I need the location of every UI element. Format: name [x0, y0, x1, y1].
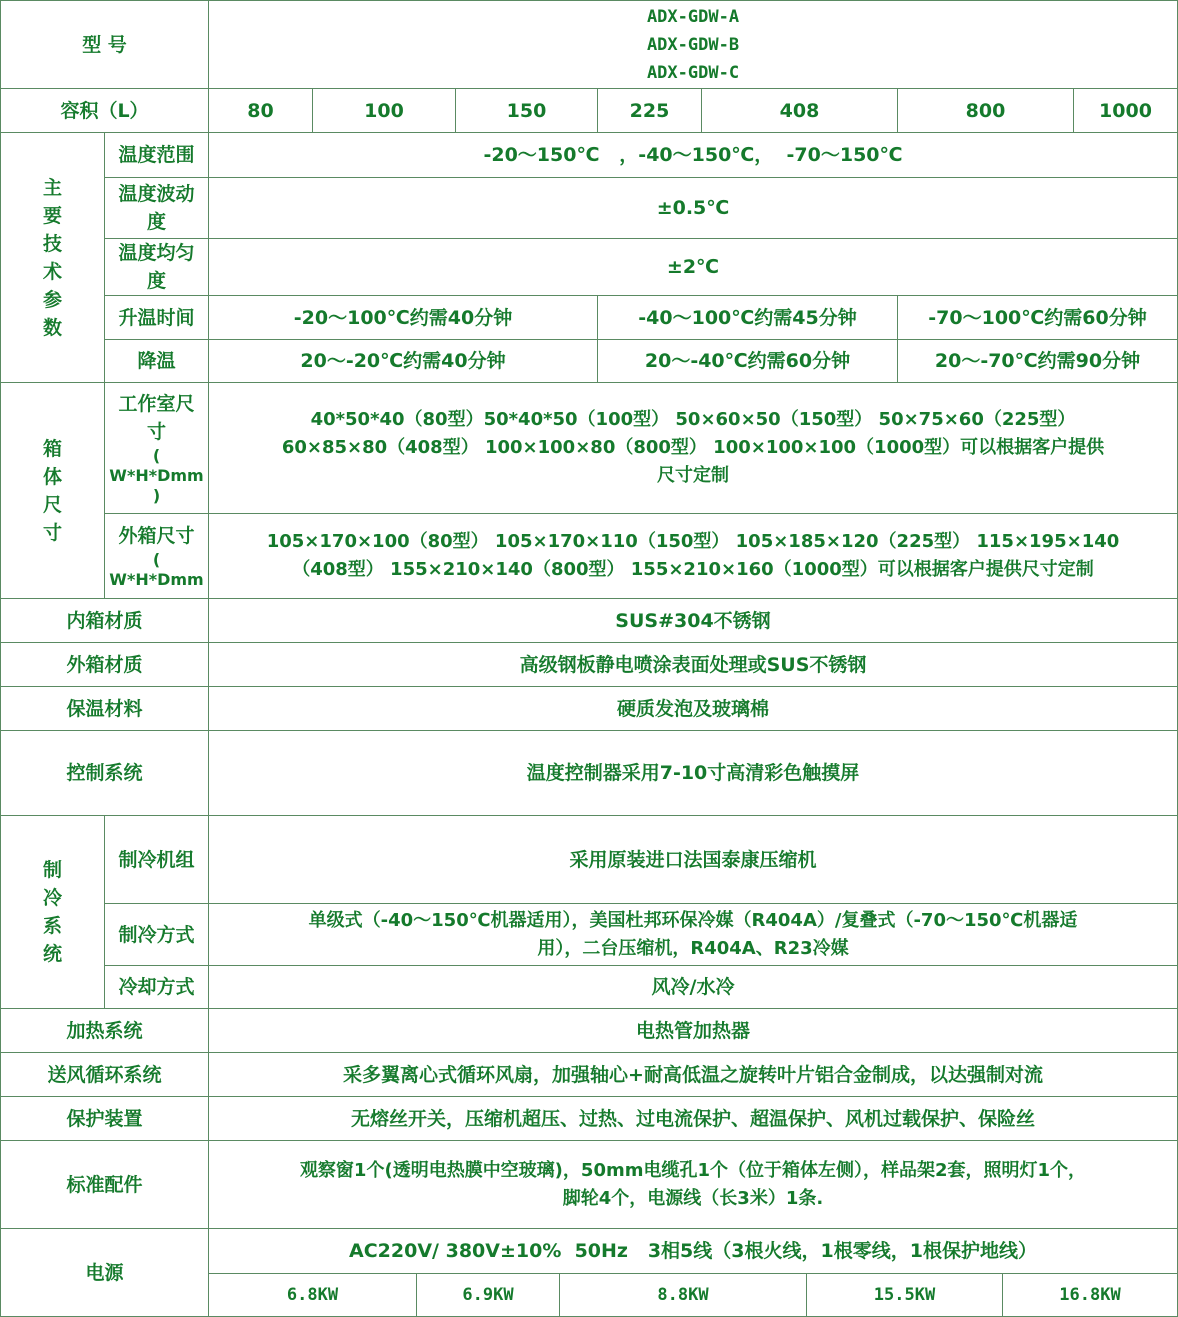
power-value: 8.8KW	[559, 1273, 807, 1317]
heating-time-label: 升温时间	[104, 295, 209, 340]
work-room-size-label: 工作室尺 寸 ( W*H*Dmm )	[104, 382, 209, 514]
refrigeration-group-label: 制 冷 系 统	[0, 815, 105, 1009]
power-value: 15.5KW	[806, 1273, 1003, 1317]
heating-system-value: 电热管加热器	[208, 1008, 1178, 1053]
model-label	[0, 0, 209, 89]
power-value: 6.9KW	[416, 1273, 560, 1317]
box-size-group-label: 箱 体 尺 寸	[0, 382, 105, 599]
protection-value: 无熔丝开关，压缩机超压、过热、过电流保护、超温保护、风机过载保护、保险丝	[208, 1096, 1178, 1141]
outer-box-size-value: 105×170×100（80型） 105×170×110（150型） 105×185×120（225型） 115×195×140 （408型） 155×210×140（800型） 155×210×160（1000型）可以根据客户提供尺寸定制	[208, 513, 1178, 599]
volume-value: 225	[597, 88, 702, 133]
cooling-label: 降温	[104, 339, 209, 383]
air-circulation-label: 送风循环系统	[0, 1052, 209, 1097]
temp-range-label: 温度范围	[104, 132, 209, 178]
outer-material-value: 高级钢板静电喷涂表面处理或SUS不锈钢	[208, 642, 1178, 687]
volume-value: 800	[897, 88, 1074, 133]
volume-label: 容积（L）	[0, 88, 209, 133]
heating-system-label: 加热系统	[0, 1008, 209, 1053]
refrigeration-unit-label: 制冷机组	[104, 815, 209, 904]
accessories-label: 标准配件	[0, 1140, 209, 1229]
cooling-mode-label: 冷却方式	[104, 965, 209, 1009]
control-value: 温度控制器采用7-10寸高清彩色触摸屏	[208, 730, 1178, 816]
work-room-size-value: 40*50*40（80型）50*40*50（100型） 50×60×50（150型） 50×75×60（225型） 60×85×80（408型） 100×100×80（800型） 100×100×100（1000型）可以根据客户提供 尺寸定制	[208, 382, 1178, 514]
volume-value: 80	[208, 88, 313, 133]
accessories-value: 观察窗1个(透明电热膜中空玻璃)，50mm电缆孔1个（位于箱体左侧），样品架2套，照明灯1个， 脚轮4个，电源线（长3米）1条.	[208, 1140, 1178, 1229]
model-values	[208, 0, 1178, 89]
power-label: 电源	[0, 1228, 209, 1317]
inner-material-label: 内箱材质	[0, 598, 209, 643]
heating-time-value: -70～100℃约需60分钟	[897, 295, 1178, 340]
heating-time-value: -20～100℃约需40分钟	[208, 295, 598, 340]
temp-uniform-value: ±2℃	[208, 238, 1178, 296]
air-circulation-value: 采多翼离心式循环风扇，加强轴心+耐高低温之旋转叶片铝合金制成，以达强制对流	[208, 1052, 1178, 1097]
outer-box-size-label: 外箱尺寸 ( W*H*Dmm	[104, 513, 209, 599]
model-value: ADX-GDW-A	[646, 6, 740, 27]
main-params-group-label: 主 要 技 术 参 数	[0, 132, 105, 383]
outer-material-label: 外箱材质	[0, 642, 209, 687]
power-value: 6.8KW	[208, 1273, 417, 1317]
temp-fluct-value: ±0.5℃	[208, 177, 1178, 239]
volume-value: 408	[701, 88, 898, 133]
model-value: ADX-GDW-B	[646, 34, 740, 55]
refrigeration-method-value: 单级式（-40～150℃机器适用），美国杜邦环保冷媒（R404A）/复叠式（-70～150℃机器适 用），二台压缩机，R404A、R23冷媒	[208, 903, 1178, 966]
heating-time-value: -40～100℃约需45分钟	[597, 295, 898, 340]
volume-value: 100	[312, 88, 456, 133]
temp-fluct-label: 温度波动度	[104, 177, 209, 239]
model-value: ADX-GDW-C	[646, 62, 740, 83]
insulation-value: 硬质发泡及玻璃棉	[208, 686, 1178, 731]
temp-range-value: -20～150℃ ，-40～150℃， -70～150℃	[208, 132, 1178, 178]
cooling-mode-value: 风冷/水冷	[208, 965, 1178, 1009]
refrigeration-unit-value: 采用原装进口法国泰康压缩机	[208, 815, 1178, 904]
volume-value: 1000	[1073, 88, 1178, 133]
power-spec: AC220V/ 380V±10% 50Hz 3相5线（3根火线，1根零线，1根保护地线）	[208, 1228, 1178, 1274]
power-value: 16.8KW	[1002, 1273, 1178, 1317]
inner-material-value: SUS#304不锈钢	[208, 598, 1178, 643]
refrigeration-method-label: 制冷方式	[104, 903, 209, 966]
model-label-text: 型 号	[82, 33, 127, 56]
cooling-value: 20～-70℃约需90分钟	[897, 339, 1178, 383]
cooling-value: 20～-40℃约需60分钟	[597, 339, 898, 383]
volume-value: 150	[455, 88, 598, 133]
insulation-label: 保温材料	[0, 686, 209, 731]
protection-label: 保护装置	[0, 1096, 209, 1141]
control-label: 控制系统	[0, 730, 209, 816]
cooling-value: 20～-20℃约需40分钟	[208, 339, 598, 383]
temp-uniform-label: 温度均匀度	[104, 238, 209, 296]
